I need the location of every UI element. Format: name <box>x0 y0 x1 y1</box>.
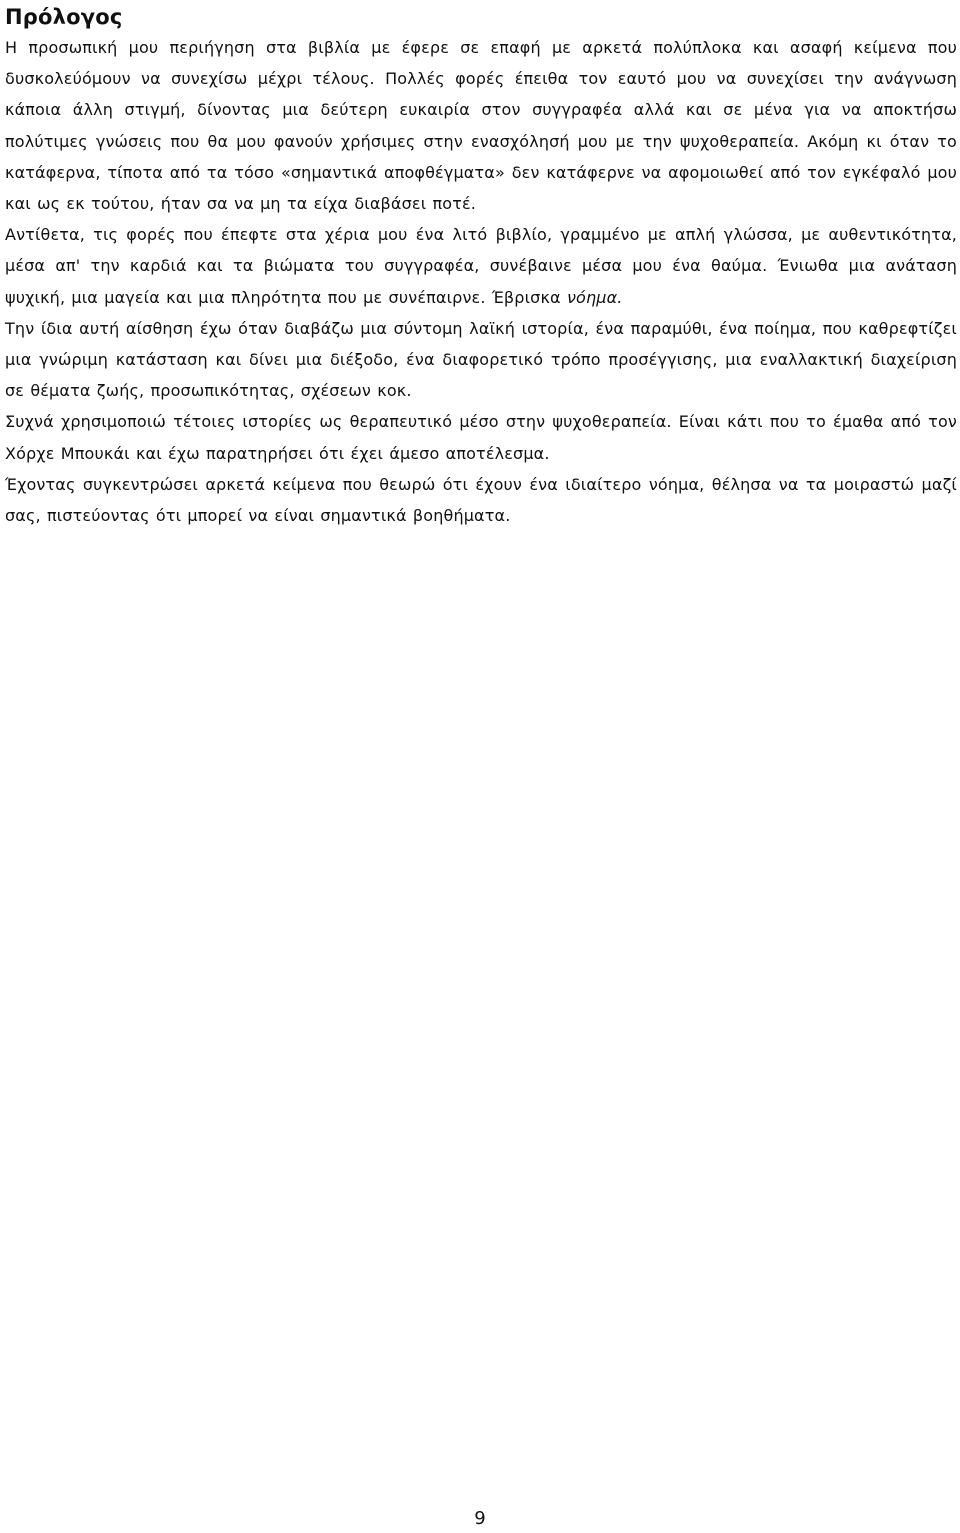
paragraph-contrast <box>5 219 957 313</box>
document-page <box>5 0 957 531</box>
paragraph-therapy: Συχνά χρησιμοποιώ τέτοιες ιστορίες ως θεραπευτικό μέσο στην ψυχοθεραπεία. Είναι κάτι που το έμαθα από τον Χόρχε Μπουκάι και έχω παρατηρήσει ότι έχει άμεσο αποτέλεσμα. <box>5 412 957 463</box>
paragraph-sharing: Έχοντας συγκεντρώσει αρκετά κείμενα που θεωρώ ότι έχουν ένα ιδιαίτερο νόημα, θέλησα να τα μοιραστώ μαζί σας, πιστεύοντας ότι μπορεί να είναι σημαντικά βοηθήματα. <box>5 474 957 526</box>
paragraph-contrast-text: Αντίθετα, τις φορές που έπεφτε στα χέρια μου ένα λιτό βιβλίο, γραμμένο με απλή γλώσσα, με αυθεντικότητα, μέσα απ' την καρδιά και τα βιώματα του συγγραφέα, συνέβαινε μέσα μου ένα θαύμα. Ένιωθα μια ανάταση ψυχική, μια μαγεία και μια πληρότητα που με συνέπαιρνε. Έβρισκα <box>5 225 957 307</box>
paragraph-intro-part-2: Ακόμη κι όταν το κατάφερνα, τίποτα από τα τόσο «σημαντικά αποφθέγματα» δεν κατάφερνε να αφομοιωθεί από τον εγκέφαλό μου και ως εκ τούτου, ήταν σα να μη τα είχα διαβάσει ποτέ. <box>5 131 957 214</box>
paragraph-stories: Την ίδια αυτή αίσθηση έχω όταν διαβάζω μια σύντομη λαϊκή ιστορία, ένα παραμύθι, ένα ποίημα, που καθρεφτίζει μια γνώριμη κατάσταση και δίνει μια διέξοδο, ένα διαφορετικό τρόπο προσέγγισης, μια εναλλακτική διαχείριση σε θέματα ζωής, προσωπικότητας, σχέσεων κοκ. <box>5 318 957 401</box>
page-title: Πρόλογος <box>5 5 123 29</box>
paragraph-intro-part-1: Η προσωπική μου περιήγηση στα βιβλία με έφερε σε επαφή με αρκετά πολύπλοκα και ασαφή κείμενα που δυσκολεύόμουν να συνεχίσω μέχρι τέλους. Πολλές φορές έπειθα τον εαυτό μου να συνεχίσει την ανάγνωση κάποια άλλη στιγμή, δίνοντας μια δεύτερη ευκαιρία στον συγγραφέα αλλά και σε μένα για να αποκτήσω πολύτιμες γνώσεις που θα μου φανούν χρήσιμες στην ενασχόλησή μου με την ψυχοθεραπεία. <box>5 38 957 151</box>
paragraph-intro <box>5 32 957 219</box>
page-number: 9 <box>474 1508 486 1529</box>
emphasized-word: νόημα. <box>566 287 623 307</box>
